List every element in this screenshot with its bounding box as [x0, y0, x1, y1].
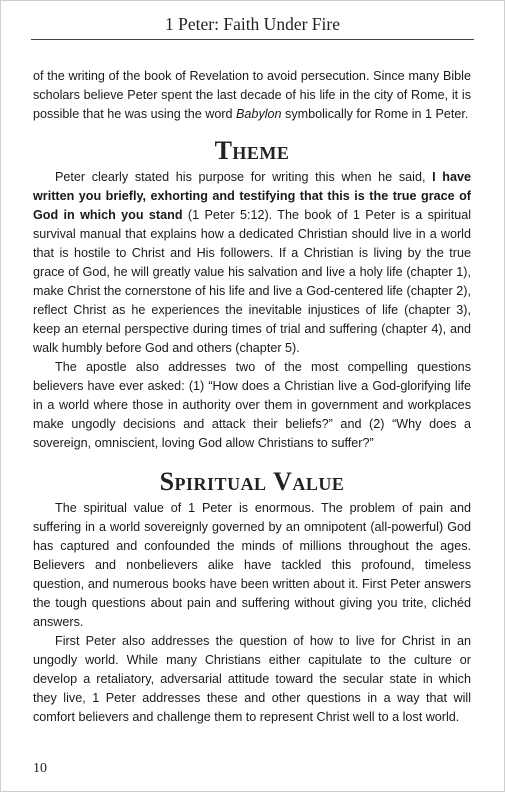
intro-text-end: symbolically for Rome in 1 Peter. — [281, 107, 469, 121]
section-heading-spiritual-value: Spiritual Value — [159, 467, 345, 496]
running-head — [31, 9, 474, 40]
spiritual-value-paragraph-2: First Peter also addresses the question of how to live for Christ in an ungodly world. While many Christians either capitulate to the culture or develop a retaliatory, adversarial attitude toward the secular state in which they live, 1 Peter addresses these and other questions in a way that will comfort believers and challenge them to represent Christ well to a lost world. — [33, 634, 471, 724]
page-body — [33, 67, 471, 727]
running-head-title: 1 Peter: Faith Under Fire — [165, 14, 340, 34]
theme-paragraph-1 — [33, 168, 471, 358]
spiritual-value-paragraph-1: The spiritual value of 1 Peter is enormous. The problem of pain and suffering in a world sovereignly governed by an omnipotent (all-powerful) God has captured and confounded the minds of millions throughout the ages. Believers and nonbelievers alike have tackled this profound, timeless question, and numerous books have been written about it. First Peter answers the tough questions about pain and suffering without giving you trite, clichéd answers. — [33, 501, 471, 629]
theme-paragraph-2: The apostle also addresses two of the most compelling questions believers have ever asked: (1) “How does a Christian live a God-glorifying life in a world where those in authority over them in government and workplaces make ungodly decisions and attack their beliefs?” and (2) “Why does a sovereign, omniscient, loving God allow Christians to suffer?” — [33, 360, 471, 450]
theme-p1-bold-quote: I have written you briefly, exhorting and testifying that this is the true grace of God in which you stand — [33, 170, 471, 222]
intro-italic-word: Babylon — [236, 107, 282, 121]
theme-p1-body: (1 Peter 5:12). The book of 1 Peter is a spiritual survival manual that explains how a dedicated Christian should live in a world that is hostile to Christ and His followers. If a Christian is living by the true grace of God, he will greatly value his salvation and live a holy life (chapter 1), make Christ the cornerstone of his life and live a God-centered life (chapter 2), reflect Christ as he experiences the inevitable injustices of life (chapter 3), keep an eternal perspective during times of trial and suffering (chapter 4), and walk humbly before God and others (chapter 5). — [33, 208, 471, 355]
intro-text-start: of the writing of the book of Revelation to avoid persecution. Since many Bible scholars believe Peter spent the last decade of his life in the city of Rome, it is possible that he was using the word — [33, 69, 471, 121]
theme-p1-lead: Peter clearly stated his purpose for writing this when he said, — [55, 170, 433, 184]
section-heading-theme: Theme — [214, 136, 290, 165]
intro-paragraph — [33, 67, 471, 124]
page-number: 10 — [33, 761, 47, 776]
